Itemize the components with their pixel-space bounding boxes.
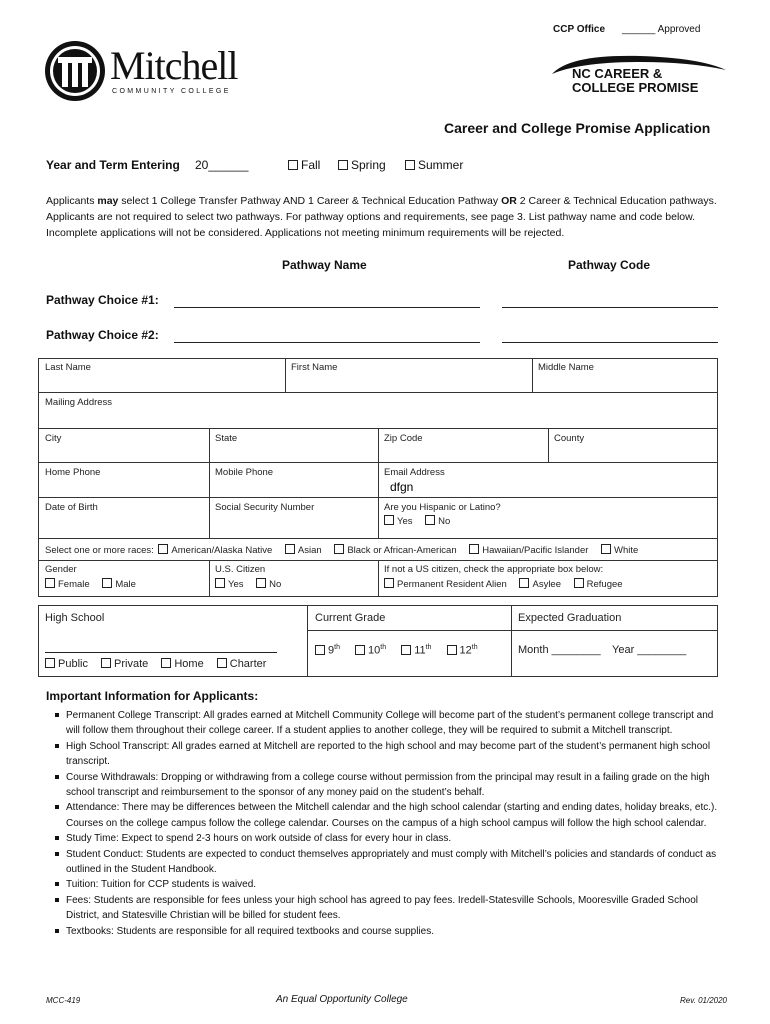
fall-checkbox[interactable] (288, 160, 298, 170)
race-checkbox[interactable] (469, 544, 479, 554)
pathway-code-header: Pathway Code (568, 258, 651, 272)
grade-9[interactable]: 9th (315, 644, 340, 657)
citizen-yes[interactable]: Yes (215, 578, 244, 590)
college-name: Mitchell (110, 43, 238, 88)
intro-paragraph: Applicants may select 1 College Transfer Pathway AND 1 Career & Technical Education Pathway OR 2 Career & Technical Education pathways. Applicants are not required to select two pathways. For pathway options and requirements, see page 3. List pathway name and code below. Incomplete applications will not be considered. Applications not meeting minimum requirements will be rejected. (46, 195, 717, 239)
revision-date: Rev. 01/2020 (680, 996, 727, 1005)
important-list (46, 708, 726, 939)
zip-field[interactable]: Zip Code (384, 433, 423, 444)
pathway-choice-2-label: Pathway Choice #2: (46, 328, 159, 342)
race-black[interactable]: Black or African-American (334, 544, 456, 556)
races-row: Select one or more races: American/Alaska Native Asian Black or African-American Hawaiian/Pacific Islander White (45, 545, 639, 556)
school-home[interactable]: Home (161, 658, 203, 670)
ncccp-logo (550, 52, 730, 98)
ccp-office-label: CCP Office (553, 24, 606, 35)
race-checkbox[interactable] (334, 544, 344, 554)
grade-11-checkbox[interactable] (401, 645, 411, 655)
asylee[interactable]: Asylee (519, 578, 561, 590)
pathway-1-name-field[interactable] (174, 307, 480, 308)
female-checkbox[interactable] (45, 578, 55, 588)
first-name-field[interactable]: First Name (291, 362, 338, 373)
home-phone-field[interactable]: Home Phone (45, 467, 101, 478)
school-public[interactable]: Public (45, 658, 88, 670)
current-grade-label: Current Grade (315, 612, 386, 624)
list-item: Attendance: There may be differences between the Mitchell calendar and the high school calendar (starting and ending dates, holiday breaks, etc.). Courses on the college campus follow the college calendar. Courses on the campus of a high school campus will follow the high school calendar. (46, 800, 726, 831)
grade-12-checkbox[interactable] (447, 645, 457, 655)
page-title: Career and College Promise Application (444, 120, 711, 136)
ncccp-line1: NC CAREER & (572, 66, 663, 81)
pathway-2-code-field[interactable] (502, 342, 718, 343)
grad-year-field[interactable]: Year ________ (612, 644, 687, 656)
mailing-address-field[interactable]: Mailing Address (45, 397, 113, 408)
asylee-checkbox[interactable] (519, 578, 529, 588)
not-citizen-options (384, 578, 633, 590)
mobile-phone-field[interactable]: Mobile Phone (215, 467, 274, 478)
refugee[interactable]: Refugee (574, 578, 623, 590)
pathway-name-header: Pathway Name (282, 258, 367, 272)
race-checkbox[interactable] (285, 544, 295, 554)
pathway-choice-1-label: Pathway Choice #1: (46, 293, 159, 307)
list-item: Fees: Students are responsible for fees unless your high school has agreed to pay fees. Iredell-Statesville Schools, Mooresville Graded School District, and Statesville Christian will be billed for student fees. (46, 893, 726, 924)
dob-field[interactable]: Date of Birth (45, 502, 98, 513)
citizen-yes-checkbox[interactable] (215, 578, 225, 588)
grade-9-checkbox[interactable] (315, 645, 325, 655)
list-item: Permanent College Transcript: All grades earned at Mitchell Community College will become part of the student’s permanent college transcript and will follow them throughout their college career. If a student applies to another college, they will be required to submit a Mitchell transcript. (46, 708, 726, 739)
equal-opportunity: An Equal Opportunity College (276, 994, 408, 1005)
grade-options (315, 644, 488, 657)
pathway-2-name-field[interactable] (174, 342, 480, 343)
refugee-checkbox[interactable] (574, 578, 584, 588)
hispanic-no[interactable]: No (425, 515, 450, 527)
grade-12[interactable]: 12th (447, 644, 478, 657)
high-school-label: High School (45, 612, 105, 624)
state-field[interactable]: State (215, 433, 238, 444)
list-item: Textbooks: Students are responsible for all required textbooks and course supplies. (46, 924, 726, 939)
public-checkbox[interactable] (45, 658, 55, 668)
grade-11[interactable]: 11th (401, 644, 431, 657)
citizen-options (215, 578, 291, 590)
term-year: 20______ (195, 158, 249, 172)
gender-male[interactable]: Male (102, 578, 136, 590)
term-fall[interactable]: Fall (288, 158, 320, 172)
citizen-label: U.S. Citizen (215, 564, 266, 575)
hispanic-no-checkbox[interactable] (425, 515, 435, 525)
school-type-options (45, 658, 276, 670)
list-item: Course Withdrawals: Dropping or withdrawing from a college course without permission from the principal may result in a failing grade on the high school transcript and reimbursement to the sponsor of any money paid on the student’s behalf. (46, 770, 726, 801)
race-american-alaska[interactable]: American/Alaska Native (158, 544, 272, 556)
ncccp-line2: COLLEGE PROMISE (572, 80, 699, 95)
gender-options (45, 578, 146, 590)
not-citizen-label: If not a US citizen, check the appropriate box below: (384, 564, 604, 575)
school-charter[interactable]: Charter (217, 658, 267, 670)
hispanic-options (384, 515, 460, 527)
gender-female[interactable]: Female (45, 578, 90, 590)
school-private[interactable]: Private (101, 658, 148, 670)
high-school-field[interactable] (45, 652, 277, 653)
middle-name-field[interactable]: Middle Name (538, 362, 594, 373)
charter-checkbox[interactable] (217, 658, 227, 668)
race-checkbox[interactable] (158, 544, 168, 554)
perm-resident[interactable]: Permanent Resident Alien (384, 578, 507, 590)
list-item: Tuition: Tuition for CCP students is waived. (46, 877, 726, 892)
mitchell-logo-icon (44, 40, 106, 102)
grade-10-checkbox[interactable] (355, 645, 365, 655)
citizen-no-checkbox[interactable] (256, 578, 266, 588)
email-label: Email Address (384, 467, 445, 478)
spring-checkbox[interactable] (338, 160, 348, 170)
hispanic-yes-checkbox[interactable] (384, 515, 394, 525)
race-white[interactable]: White (601, 544, 638, 556)
hispanic-yes[interactable]: Yes (384, 515, 413, 527)
gender-label: Gender (45, 564, 77, 575)
expected-grad-label: Expected Graduation (518, 612, 622, 624)
term-spring[interactable]: Spring (338, 158, 386, 172)
home-checkbox[interactable] (161, 658, 171, 668)
county-field[interactable]: County (554, 433, 585, 444)
city-field[interactable]: City (45, 433, 62, 444)
private-checkbox[interactable] (101, 658, 111, 668)
grade-10[interactable]: 10th (355, 644, 386, 657)
perm-resident-checkbox[interactable] (384, 578, 394, 588)
grad-month-field[interactable]: Month ________ (518, 644, 601, 656)
male-checkbox[interactable] (102, 578, 112, 588)
ssn-field[interactable]: Social Security Number (215, 502, 315, 513)
hispanic-question: Are you Hispanic or Latino? (384, 502, 501, 513)
approved-label: ______ Approved (622, 24, 701, 35)
citizen-no[interactable]: No (256, 578, 281, 590)
summer-checkbox[interactable] (405, 160, 415, 170)
last-name-field[interactable]: Last Name (45, 362, 91, 373)
term-label: Year and Term Entering (46, 158, 180, 172)
race-checkbox[interactable] (601, 544, 611, 554)
email-field[interactable]: dfgn (390, 480, 414, 494)
list-item: Study Time: Expect to spend 2-3 hours on work outside of class for every hour in class. (46, 831, 726, 846)
pathway-1-code-field[interactable] (502, 307, 718, 308)
form-code: MCC-419 (46, 996, 81, 1005)
important-heading: Important Information for Applicants: (46, 689, 259, 703)
race-hawaiian[interactable]: Hawaiian/Pacific Islander (469, 544, 588, 556)
college-sub: COMMUNITY COLLEGE (112, 88, 231, 95)
list-item: Student Conduct: Students are expected to conduct themselves appropriately and must comply with Mitchell’s policies and standards of conduct as outlined in the Student Handbook. (46, 847, 726, 878)
list-item: High School Transcript: All grades earned at Mitchell are reported to the high school and may become part of the student’s permanent high school transcript. (46, 739, 726, 770)
race-asian[interactable]: Asian (285, 544, 322, 556)
term-summer[interactable]: Summer (405, 158, 463, 172)
